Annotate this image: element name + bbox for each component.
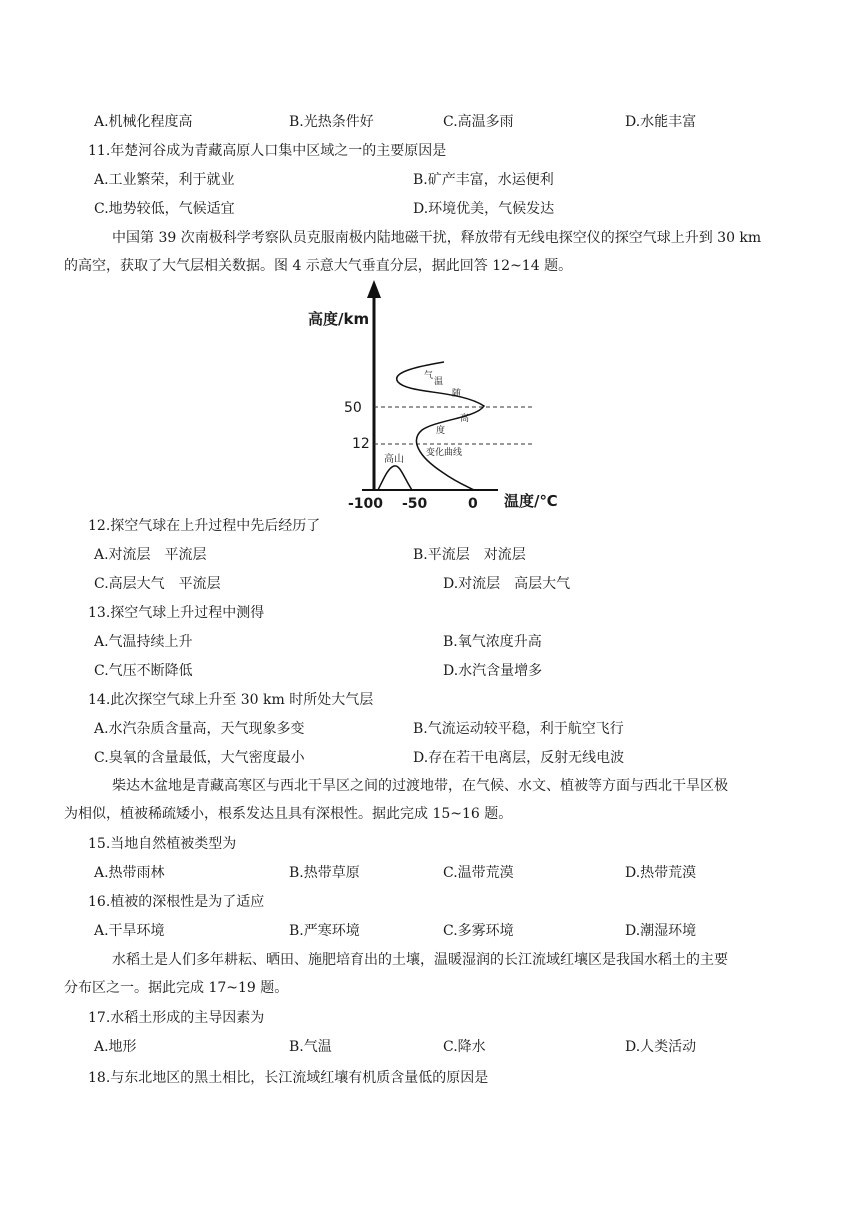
curve-label-char-4: 高 xyxy=(460,414,470,424)
curve-label-char-5: 度 xyxy=(436,426,446,436)
passage-1-line-1: 中国第 39 次南极科学考察队员克服南极内陆地磁干扰，释放带有无线电探空仪的探空气球上升到 30 km xyxy=(112,230,762,246)
q12-option-b: B.平流层 对流层 xyxy=(413,547,526,563)
q15-option-b: B.热带草原 xyxy=(289,865,360,881)
q11-stem: 11.年楚河谷成为青藏高原人口集中区域之一的主要原因是 xyxy=(88,143,447,159)
q10-option-d: D.水能丰富 xyxy=(625,114,697,130)
passage-1-line-2: 的高空，获取了大气层相关数据。图 4 示意大气垂直分层，据此回答 12~14 题。 xyxy=(64,258,573,274)
q16-option-a: A.干旱环境 xyxy=(94,923,165,939)
q17-stem: 17.水稻土形成的主导因素为 xyxy=(88,1010,265,1026)
y-tick-50: 50 xyxy=(344,400,362,416)
q18-stem: 18.与东北地区的黑土相比，长江流域红壤有机质含量低的原因是 xyxy=(88,1070,489,1086)
q11-option-d: D.环境优美，气候发达 xyxy=(413,201,555,217)
q16-option-b: B.严寒环境 xyxy=(289,923,360,939)
y-axis-arrow xyxy=(367,280,381,298)
q14-option-b: B.气流运动较平稳，利于航空飞行 xyxy=(413,721,624,737)
q12-option-d: D.对流层 高层大气 xyxy=(443,576,571,592)
q12-option-a: A.对流层 平流层 xyxy=(94,547,207,563)
q17-option-d: D.人类活动 xyxy=(625,1039,697,1055)
q14-option-d: D.存在若干电离层，反射无线电波 xyxy=(413,750,625,766)
q13-stem: 13.探空气球上升过程中测得 xyxy=(88,605,265,621)
passage-3-line-2: 分布区之一。据此完成 17~19 题。 xyxy=(64,980,289,996)
q12-option-c: C.高层大气 平流层 xyxy=(94,576,221,592)
q17-option-a: A.地形 xyxy=(94,1039,137,1055)
q12-stem: 12.探空气球在上升过程中先后经历了 xyxy=(88,518,321,534)
q10-option-b: B.光热条件好 xyxy=(289,114,374,130)
q13-option-d: D.水汽含量增多 xyxy=(443,663,543,679)
passage-2-line-2: 为相似，植被稀疏矮小，根系发达且具有深根性。据此完成 15~16 题。 xyxy=(64,806,513,822)
mountain-shape xyxy=(378,466,412,490)
x-tick-0: 0 xyxy=(468,496,478,512)
curve-label-char-2: 温 xyxy=(434,377,444,387)
y-axis-label: 高度/km xyxy=(308,310,370,328)
q10-option-a: A.机械化程度高 xyxy=(94,114,193,130)
q15-option-d: D.热带荒漠 xyxy=(625,865,697,881)
x-tick-minus-100: -100 xyxy=(348,496,384,512)
passage-3-line-1: 水稻土是人们多年耕耘、晒田、施肥培育出的土壤，温暖湿润的长江流域红壤区是我国水稻土的主要 xyxy=(112,952,728,968)
q17-option-c: C.降水 xyxy=(443,1039,486,1055)
q14-option-c: C.臭氧的含量最低，大气密度最小 xyxy=(94,750,305,766)
curve-label-char-6: 变化曲线 xyxy=(426,448,463,458)
q15-stem: 15.当地自然植被类型为 xyxy=(88,836,237,852)
y-tick-12: 12 xyxy=(352,436,370,452)
q13-option-b: B.氧气浓度升高 xyxy=(443,634,542,650)
q17-option-b: B.气温 xyxy=(289,1039,332,1055)
x-axis-label: 温度/℃ xyxy=(504,492,558,510)
curve-label-char-1: 气 xyxy=(424,371,434,381)
x-tick-minus-50: -50 xyxy=(402,496,428,512)
q14-stem: 14.此次探空气球上升至 30 km 时所处大气层 xyxy=(88,692,374,708)
q14-option-a: A.水汽杂质含量高，天气现象多变 xyxy=(94,721,305,737)
q11-option-b: B.矿产丰富，水运便利 xyxy=(413,172,554,188)
q16-option-c: C.多雾环境 xyxy=(443,923,514,939)
mountain-label: 高山 xyxy=(384,454,404,465)
q16-stem: 16.植被的深根性是为了适应 xyxy=(88,894,265,910)
atmosphere-layer-diagram xyxy=(300,278,570,514)
curve-label-char-3: 随 xyxy=(452,389,462,399)
q13-option-a: A.气温持续上升 xyxy=(94,634,193,650)
passage-2 xyxy=(64,772,788,828)
passage-3 xyxy=(64,946,788,1002)
q10-option-c: C.高温多雨 xyxy=(443,114,514,130)
q13-option-c: C.气压不断降低 xyxy=(94,663,193,679)
q11-option-c: C.地势较低，气候适宜 xyxy=(94,201,235,217)
q15-option-a: A.热带雨林 xyxy=(94,865,165,881)
q11-option-a: A.工业繁荣，利于就业 xyxy=(94,172,235,188)
passage-1 xyxy=(64,224,788,280)
passage-2-line-1: 柴达木盆地是青藏高寒区与西北干旱区之间的过渡地带，在气候、水文、植被等方面与西北干旱区极 xyxy=(112,778,728,794)
q15-option-c: C.温带荒漠 xyxy=(443,865,514,881)
q16-option-d: D.潮湿环境 xyxy=(625,923,697,939)
